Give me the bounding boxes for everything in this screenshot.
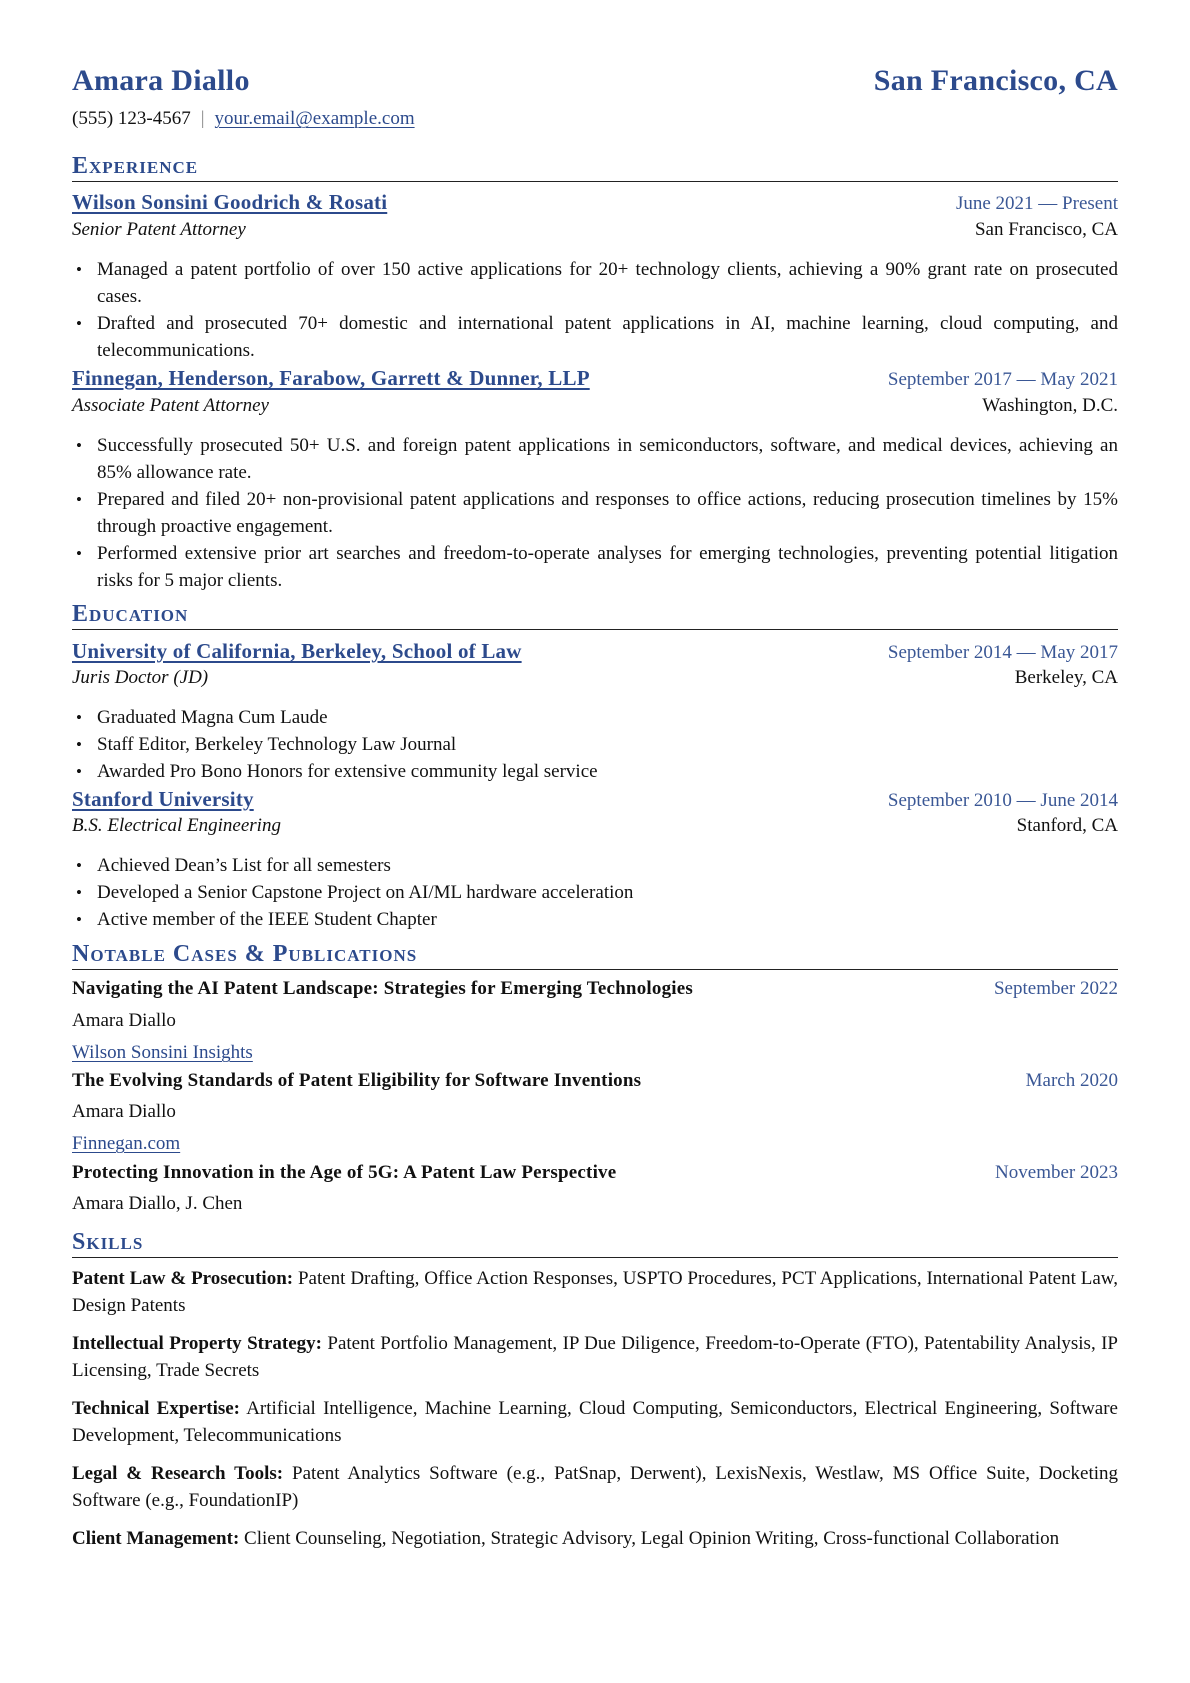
company-link[interactable]: Wilson Sonsini Goodrich & Rosati — [72, 190, 388, 214]
skill-category: Patent Law & Prosecution: — [72, 1268, 294, 1289]
bullet-item: • Drafted and prosecuted 70+ domestic and international patent applications in AI, machine learning, cloud computing, and telecommunications. — [72, 310, 1118, 364]
email-link[interactable]: your.email@example.com — [214, 108, 415, 129]
experience-bullets — [72, 432, 1118, 594]
education-entry-header — [72, 639, 1118, 664]
entry-dates: September 2017 — May 2021 — [887, 369, 1118, 390]
skill-list: Patent Drafting, Office Action Responses, USPTO Procedures, PCT Applications, International Patent Law, Design Patents — [72, 1268, 1119, 1316]
bullet-item: • Prepared and filed 20+ non-provisional patent applications and responses to office actions, reducing prosecution timelines by 15% through proactive engagement. — [72, 486, 1118, 540]
experience-entry-subheader — [72, 219, 1118, 241]
school-link[interactable]: Stanford University — [72, 787, 254, 811]
entry-dates: September 2014 — May 2017 — [887, 642, 1118, 663]
skill-row — [72, 1265, 1118, 1319]
education-entry-subheader — [72, 815, 1118, 837]
section-title-experience: Experience — [72, 153, 1118, 182]
publication-date: March 2020 — [1025, 1070, 1118, 1091]
skill-list: Client Counseling, Negotiation, Strategic Advisory, Legal Opinion Writing, Cross-functional Collaboration — [244, 1528, 1060, 1549]
skill-row — [72, 1460, 1118, 1514]
contact-line — [72, 108, 1118, 130]
publication-title: Navigating the AI Patent Landscape: Strategies for Emerging Technologies — [72, 978, 693, 999]
publication-title: The Evolving Standards of Patent Eligibility for Software Inventions — [72, 1070, 642, 1091]
bullet-item: • Active member of the IEEE Student Chapter — [72, 906, 1118, 933]
header — [72, 64, 1118, 98]
bullet-item: • Graduated Magna Cum Laude — [72, 704, 1118, 731]
section-title-skills: Skills — [72, 1229, 1118, 1258]
skill-row — [72, 1330, 1118, 1384]
publication-authors: Amara Diallo — [72, 1010, 176, 1031]
experience-entry-subheader — [72, 395, 1118, 417]
entry-location: Stanford, CA — [1016, 815, 1118, 836]
skill-category: Intellectual Property Strategy: — [72, 1333, 322, 1354]
job-title: Senior Patent Attorney — [72, 219, 246, 240]
education-entry-header — [72, 787, 1118, 812]
publication-title: Protecting Innovation in the Age of 5G: A Patent Law Perspective — [72, 1162, 617, 1183]
entry-location: San Francisco, CA — [974, 219, 1118, 240]
degree: Juris Doctor (JD) — [72, 667, 209, 688]
skill-row — [72, 1395, 1118, 1449]
publication-authors: Amara Diallo, J. Chen — [72, 1193, 243, 1214]
school-link[interactable]: University of California, Berkeley, School of Law — [72, 639, 522, 663]
publication-date: November 2023 — [995, 1162, 1118, 1183]
contact-separator: | — [200, 108, 205, 129]
entry-dates: June 2021 — Present — [955, 193, 1118, 214]
publication-authors: Amara Diallo — [72, 1101, 176, 1122]
experience-bullets — [72, 256, 1118, 364]
skill-category: Technical Expertise: — [72, 1398, 241, 1419]
bullet-item: • Achieved Dean’s List for all semesters — [72, 852, 1118, 879]
skill-category: Client Management: — [72, 1528, 240, 1549]
candidate-name: Amara Diallo — [72, 64, 250, 97]
entry-location: Berkeley, CA — [1014, 667, 1118, 688]
publication-header — [72, 1070, 1118, 1092]
skill-row — [72, 1525, 1118, 1552]
phone: (555) 123-4567 — [72, 108, 191, 129]
skill-list: Patent Portfolio Management, IP Due Diligence, Freedom-to-Operate (FTO), Patentability Analysis, IP Licensing, Trade Secrets — [72, 1333, 1118, 1381]
job-title: Associate Patent Attorney — [72, 395, 269, 416]
header-location: San Francisco, CA — [873, 64, 1118, 97]
skill-list: Artificial Intelligence, Machine Learning, Cloud Computing, Semiconductors, Electrical Engineering, Software Development, Telecommunications — [72, 1398, 1118, 1446]
bullet-item: • Successfully prosecuted 50+ U.S. and foreign patent applications in semiconductors, software, and medical devices, achieving an 85% allowance rate. — [72, 432, 1118, 486]
bullet-item: • Awarded Pro Bono Honors for extensive community legal service — [72, 758, 1118, 785]
publication-header — [72, 978, 1118, 1000]
publication-header — [72, 1162, 1118, 1184]
experience-entry-header — [72, 190, 1118, 215]
entry-location: Washington, D.C. — [982, 395, 1118, 416]
publication-date: September 2022 — [993, 978, 1118, 999]
publication-link[interactable]: Finnegan.com — [72, 1133, 181, 1154]
experience-entry-header — [72, 366, 1118, 391]
skill-category: Legal & Research Tools: — [72, 1463, 284, 1484]
skill-list: Patent Analytics Software (e.g., PatSnap, Derwent), LexisNexis, Westlaw, MS Office Suite, Docketing Software (e.g., FoundationIP) — [72, 1463, 1119, 1511]
company-link[interactable]: Finnegan, Henderson, Farabow, Garrett & Dunner, LLP — [72, 366, 590, 390]
bullet-item: • Managed a patent portfolio of over 150 active applications for 20+ technology clients, achieving a 90% grant rate on prosecuted cases. — [72, 256, 1118, 310]
entry-dates: September 2010 — June 2014 — [887, 790, 1118, 811]
section-title-publications: Notable Cases & Publications — [72, 941, 1118, 970]
education-bullets — [72, 704, 1118, 785]
section-title-education: Education — [72, 601, 1118, 630]
bullet-item: • Developed a Senior Capstone Project on AI/ML hardware acceleration — [72, 879, 1118, 906]
bullet-item: • Staff Editor, Berkeley Technology Law Journal — [72, 731, 1118, 758]
education-entry-subheader — [72, 667, 1118, 689]
publication-link[interactable]: Wilson Sonsini Insights — [72, 1042, 253, 1063]
education-bullets — [72, 852, 1118, 933]
bullet-item: • Performed extensive prior art searches and freedom-to-operate analyses for emerging technologies, preventing potential litigation risks for 5 major clients. — [72, 540, 1118, 594]
degree: B.S. Electrical Engineering — [72, 815, 281, 836]
